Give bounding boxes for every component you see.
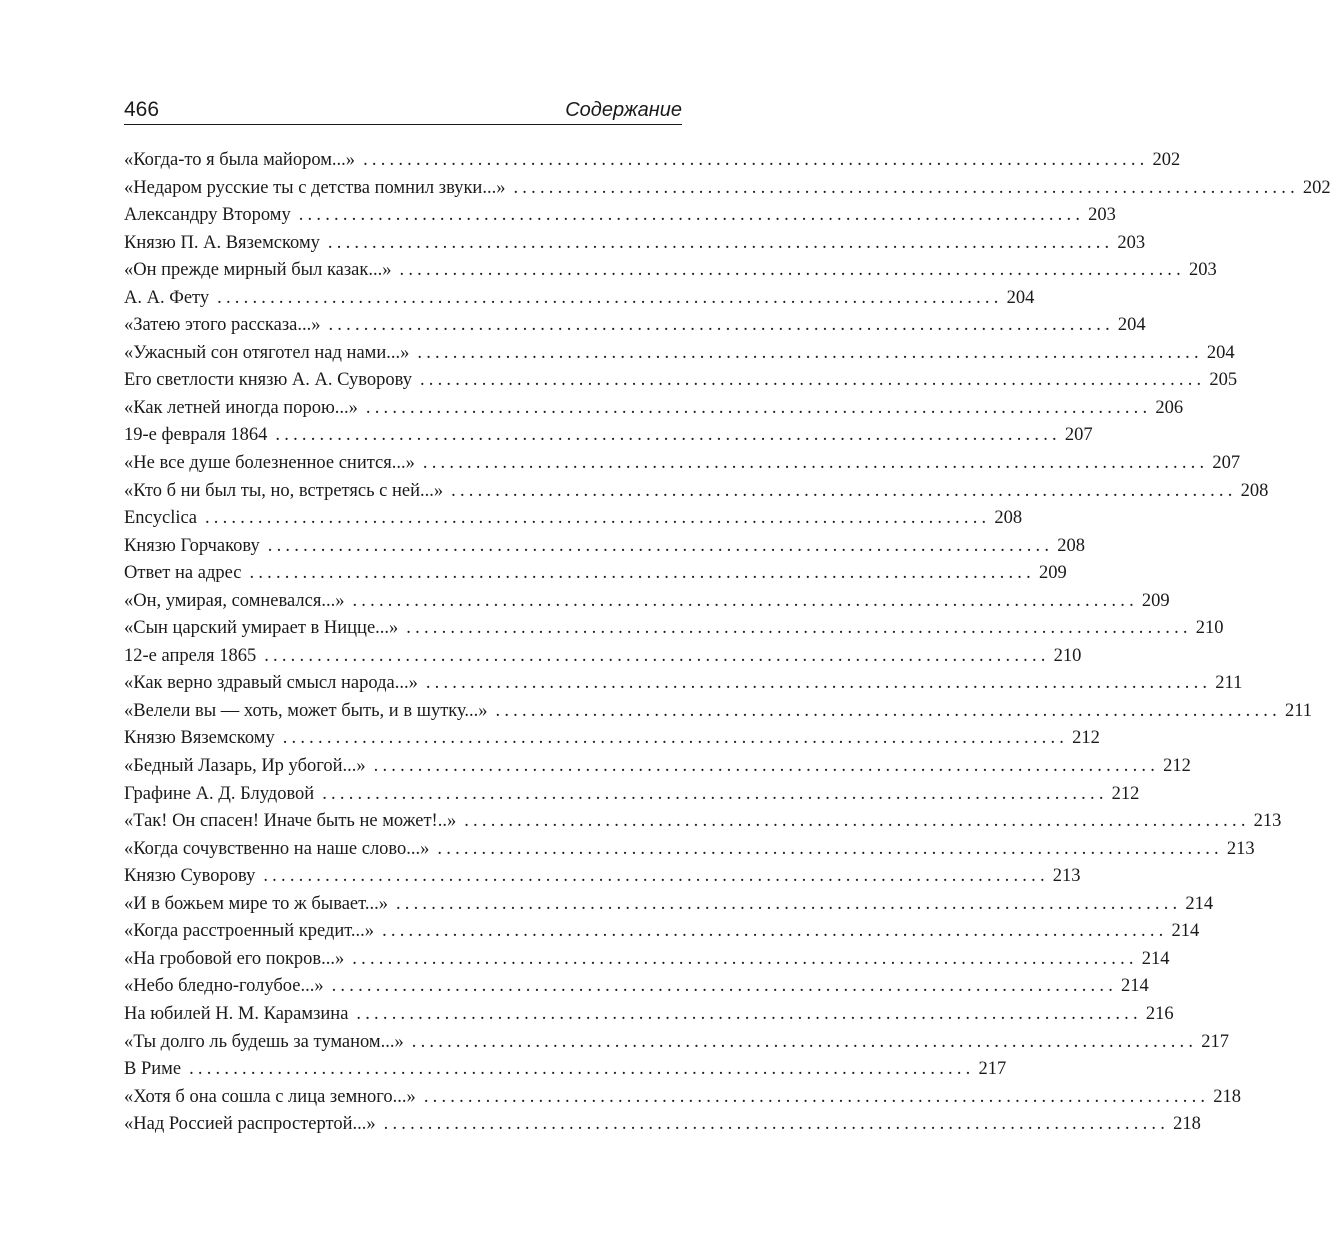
toc-entry-page: 212: [1163, 756, 1191, 777]
toc-entry-title: «Ужасный сон отяготел над нами...»: [124, 342, 410, 363]
toc-leader: .........................................................................................: [322, 783, 1108, 804]
toc-entry-title: «Не все душе болезненное снится...»: [124, 453, 415, 474]
toc-entry-page: 203: [1088, 205, 1116, 226]
toc-entry: [124, 1084, 1241, 1112]
toc-entry: [124, 367, 1238, 395]
toc-entry-title: «Он, умирая, сомневался...»: [124, 590, 345, 611]
toc-entry-title: В Риме: [124, 1059, 182, 1080]
toc-leader: .........................................................................................: [331, 976, 1118, 997]
toc-entry: [124, 505, 1023, 533]
toc-leader: .........................................................................................: [352, 948, 1138, 969]
toc-entry-title: «И в божьем мире то ж бывает...»: [124, 893, 388, 914]
toc-leader: .........................................................................................: [495, 700, 1281, 721]
toc-entry-title: «Когда расстроенный кредит...»: [124, 921, 375, 942]
toc-entry-page: 205: [1209, 370, 1238, 391]
toc-entry: [124, 560, 1067, 588]
toc-entry-page: 213: [1226, 838, 1255, 859]
toc-entry: [124, 698, 1313, 726]
toc-entry-page: 217: [978, 1059, 1007, 1080]
toc-entry-title: Графине А. Д. Блудовой: [124, 783, 315, 804]
toc-entry-page: 216: [1145, 1003, 1174, 1024]
toc-entry-title: «На гробовой его покров...»: [124, 948, 345, 969]
toc-entry-page: 206: [1155, 397, 1184, 418]
toc-entry: [124, 1056, 1007, 1084]
toc-entry-title: Ответ на адрес: [124, 563, 242, 584]
toc-leader: .........................................................................................: [513, 177, 1299, 198]
toc-entry: [124, 285, 1035, 313]
toc-leader: .........................................................................................: [263, 866, 1049, 887]
toc-leader: .........................................................................................: [382, 921, 1168, 942]
table-of-contents: [124, 147, 1331, 1139]
toc-leader: .........................................................................................: [328, 315, 1114, 336]
toc-leader: .........................................................................................: [282, 728, 1069, 749]
toc-leader: .........................................................................................: [422, 453, 1209, 474]
toc-entry-title: «Затею этого рассказа...»: [124, 315, 321, 336]
toc-leader: .........................................................................................: [352, 590, 1138, 611]
toc-entry-title: Encyclica: [124, 508, 197, 529]
toc-leader: .........................................................................................: [423, 1086, 1210, 1107]
toc-entry: [124, 863, 1081, 891]
toc-entry-title: «Недаром русские ты с детства помнил звуки...»: [124, 177, 506, 198]
toc-entry-page: 218: [1173, 1114, 1201, 1135]
toc-entry-title: На юбилей Н. М. Карамзина: [124, 1003, 349, 1024]
toc-entry-title: «Так! Он спасен! Иначе быть не может!..»: [124, 811, 457, 832]
toc-entry: [124, 973, 1149, 1001]
toc-leader: .........................................................................................: [373, 756, 1160, 777]
toc-entry-page: 213: [1052, 866, 1081, 887]
page-number: 466: [124, 98, 160, 121]
toc-leader: .........................................................................................: [383, 1114, 1170, 1135]
toc-leader: .........................................................................................: [298, 205, 1085, 226]
page-header: [124, 94, 682, 125]
toc-entry: [124, 615, 1224, 643]
toc-entry: [124, 670, 1243, 698]
toc-leader: .........................................................................................: [363, 150, 1149, 170]
toc-entry: [124, 836, 1255, 864]
toc-entry-page: 214: [1185, 893, 1214, 914]
toc-entry: [124, 478, 1269, 506]
toc-entry: [124, 753, 1191, 781]
toc-entry-title: Его светлости князю А. А. Суворову: [124, 370, 412, 391]
toc-entry: [124, 725, 1100, 753]
toc-entry-page: 207: [1212, 453, 1241, 474]
toc-entry: [124, 891, 1214, 919]
toc-entry-page: 202: [1152, 150, 1181, 170]
toc-entry-title: «Над Россией распростертой...»: [124, 1114, 376, 1135]
toc-entry: [124, 340, 1235, 368]
toc-entry-title: Князю П. А. Вяземскому: [124, 232, 320, 253]
toc-entry: [124, 808, 1282, 836]
toc-entry-title: «Небо бледно-голубое...»: [124, 976, 324, 997]
toc-entry-page: 212: [1072, 728, 1100, 749]
toc-leader: .........................................................................................: [437, 838, 1223, 859]
toc-entry: [124, 533, 1085, 561]
toc-entry: [124, 202, 1116, 230]
toc-entry-page: 214: [1171, 921, 1200, 942]
toc-leader: .........................................................................................: [356, 1003, 1142, 1024]
toc-entry-page: 214: [1121, 976, 1149, 997]
book-page: [124, 94, 1331, 1139]
toc-entry-title: А. А. Фету: [124, 287, 210, 308]
toc-entry: [124, 147, 1181, 175]
toc-entry: [124, 257, 1217, 285]
toc-leader: .........................................................................................: [264, 645, 1050, 666]
toc-entry-title: «Как летней иногда порою...»: [124, 397, 358, 418]
toc-entry: [124, 230, 1146, 258]
toc-entry-page: 204: [1117, 315, 1146, 336]
toc-entry-title: «Как верно здравый смысл народа...»: [124, 673, 418, 694]
toc-leader: .........................................................................................: [327, 232, 1114, 253]
running-title: Содержание: [565, 99, 682, 121]
toc-entry-page: 218: [1213, 1086, 1241, 1107]
toc-entry: [124, 946, 1170, 974]
toc-leader: .........................................................................................: [267, 535, 1054, 556]
toc-entry-page: 214: [1141, 948, 1170, 969]
toc-entry-title: «Когда сочувственно на наше слово...»: [124, 838, 430, 859]
toc-leader: .........................................................................................: [399, 260, 1185, 281]
toc-leader: .........................................................................................: [417, 342, 1203, 363]
toc-entry-page: 203: [1117, 232, 1146, 253]
toc-entry-title: «Сын царский умирает в Ницце...»: [124, 618, 399, 639]
toc-entry-page: 209: [1141, 590, 1170, 611]
toc-entry-title: «Кто б ни был ты, но, встретясь с ней...»: [124, 480, 444, 501]
toc-entry-title: Князю Суворову: [124, 866, 256, 887]
toc-entry-title: «Ты долго ль будешь за туманом...»: [124, 1031, 404, 1052]
toc-entry: [124, 1001, 1174, 1029]
toc-entry-page: 211: [1215, 673, 1243, 694]
toc-entry-page: 208: [1057, 535, 1085, 556]
toc-leader: .........................................................................................: [406, 618, 1192, 639]
toc-entry-page: 203: [1188, 260, 1217, 281]
toc-leader: .........................................................................................: [189, 1059, 975, 1080]
toc-leader: .........................................................................................: [275, 425, 1061, 446]
toc-entry-title: Александру Второму: [124, 205, 291, 226]
toc-entry-title: «Он прежде мирный был казак...»: [124, 260, 392, 281]
toc-entry: [124, 1029, 1229, 1057]
toc-entry: [124, 422, 1093, 450]
toc-entry-page: 211: [1284, 700, 1313, 721]
toc-entry-title: «Бедный Лазарь, Ир убогой...»: [124, 756, 366, 777]
toc-leader: .........................................................................................: [204, 508, 991, 529]
toc-entry: [124, 175, 1331, 203]
toc-entry-page: 208: [1240, 480, 1269, 501]
toc-leader: .........................................................................................: [411, 1031, 1198, 1052]
toc-entry: [124, 643, 1082, 671]
toc-leader: .........................................................................................: [365, 397, 1152, 418]
toc-entry-page: 210: [1195, 618, 1224, 639]
toc-entry: [124, 588, 1170, 616]
toc-entry-title: 19-е февраля 1864: [124, 425, 268, 446]
toc-entry: [124, 918, 1200, 946]
toc-entry-page: 213: [1253, 811, 1282, 832]
toc-entry-title: «Велели вы — хоть, может быть, и в шутку...»: [124, 700, 488, 721]
toc-entry-page: 204: [1006, 287, 1035, 308]
toc-entry-page: 207: [1064, 425, 1093, 446]
toc-leader: .........................................................................................: [217, 287, 1003, 308]
toc-entry-page: 204: [1206, 342, 1235, 363]
toc-entry-page: 209: [1038, 563, 1067, 584]
toc-entry: [124, 1111, 1201, 1139]
toc-entry-page: 217: [1201, 1031, 1229, 1052]
toc-leader: .........................................................................................: [464, 811, 1250, 832]
toc-leader: .........................................................................................: [249, 563, 1035, 584]
toc-entry-page: 212: [1111, 783, 1140, 804]
toc-entry: [124, 781, 1140, 809]
toc-entry-page: 210: [1053, 645, 1082, 666]
toc-leader: .........................................................................................: [419, 370, 1206, 391]
toc-entry-title: 12-е апреля 1865: [124, 645, 257, 666]
toc-entry-title: «Хотя б она сошла с лица земного...»: [124, 1086, 416, 1107]
toc-entry-title: «Когда-то я была майором...»: [124, 150, 356, 170]
toc-leader: .........................................................................................: [425, 673, 1212, 694]
toc-entry-title: Князю Вяземскому: [124, 728, 275, 749]
toc-entry-title: Князю Горчакову: [124, 535, 260, 556]
toc-entry: [124, 312, 1146, 340]
toc-leader: .........................................................................................: [395, 893, 1182, 914]
toc-entry: [124, 395, 1184, 423]
toc-entry: [124, 450, 1241, 478]
toc-entry-page: 208: [994, 508, 1023, 529]
toc-entry-page: 202: [1302, 177, 1331, 198]
toc-leader: .........................................................................................: [451, 480, 1237, 501]
